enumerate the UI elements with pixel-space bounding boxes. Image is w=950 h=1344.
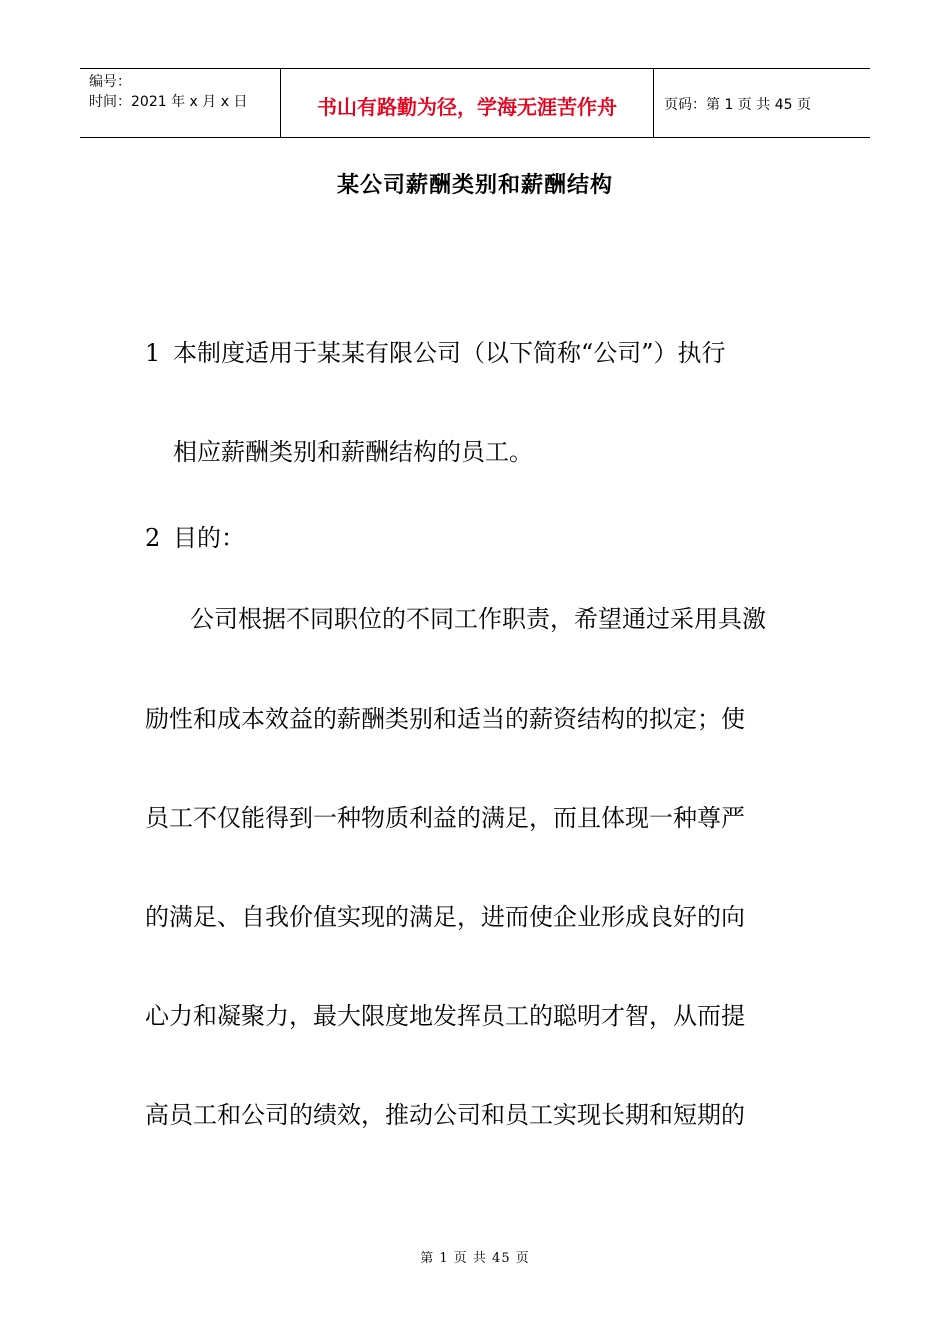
item-1-number: 1 [145, 339, 161, 367]
date-label: 时间：2021 年 x 月 x 日 [89, 94, 248, 110]
paragraph-line: 员工不仅能得到一种物质利益的满足，而且体现一种尊严 [145, 804, 745, 832]
paragraph-line: 高员工和公司的绩效，推动公司和员工实现长期和短期的 [145, 1101, 745, 1129]
paragraph-line: 的满足、自我价值实现的满足，进而使企业形成良好的向 [145, 903, 745, 931]
paragraph-line: 公司根据不同职位的不同工作职责，希望通过采用具激 [190, 605, 766, 633]
item-1-line-1 [145, 338, 726, 368]
paragraph-line: 心力和凝聚力，最大限度地发挥员工的聪明才智，从而提 [145, 1002, 745, 1030]
item-1-line-2: 相应薪酬类别和薪酬结构的员工。 [173, 438, 533, 466]
paragraph-line: 励性和成本效益的薪酬类别和适当的薪资结构的拟定；使 [145, 705, 745, 733]
page-footer: 第 1 页 共 45 页 [420, 1251, 530, 1266]
document-title: 某公司薪酬类别和薪酬结构 [336, 173, 613, 198]
item-2-heading: 目的： [173, 524, 245, 552]
header-motto: 书山有路勤为径，学海无涯苦作舟 [281, 69, 654, 137]
header-meta-cell [80, 69, 281, 137]
item-1-text: 本制度适用于某某有限公司（以下简称“公司”）执行 [173, 339, 726, 367]
item-2-number: 2 [145, 524, 161, 552]
serial-number-label: 编号： [89, 74, 131, 90]
header-page-info: 页码：第 1 页 共 45 页 [664, 97, 811, 113]
document-header [80, 68, 870, 138]
item-2-heading-line [145, 523, 245, 553]
